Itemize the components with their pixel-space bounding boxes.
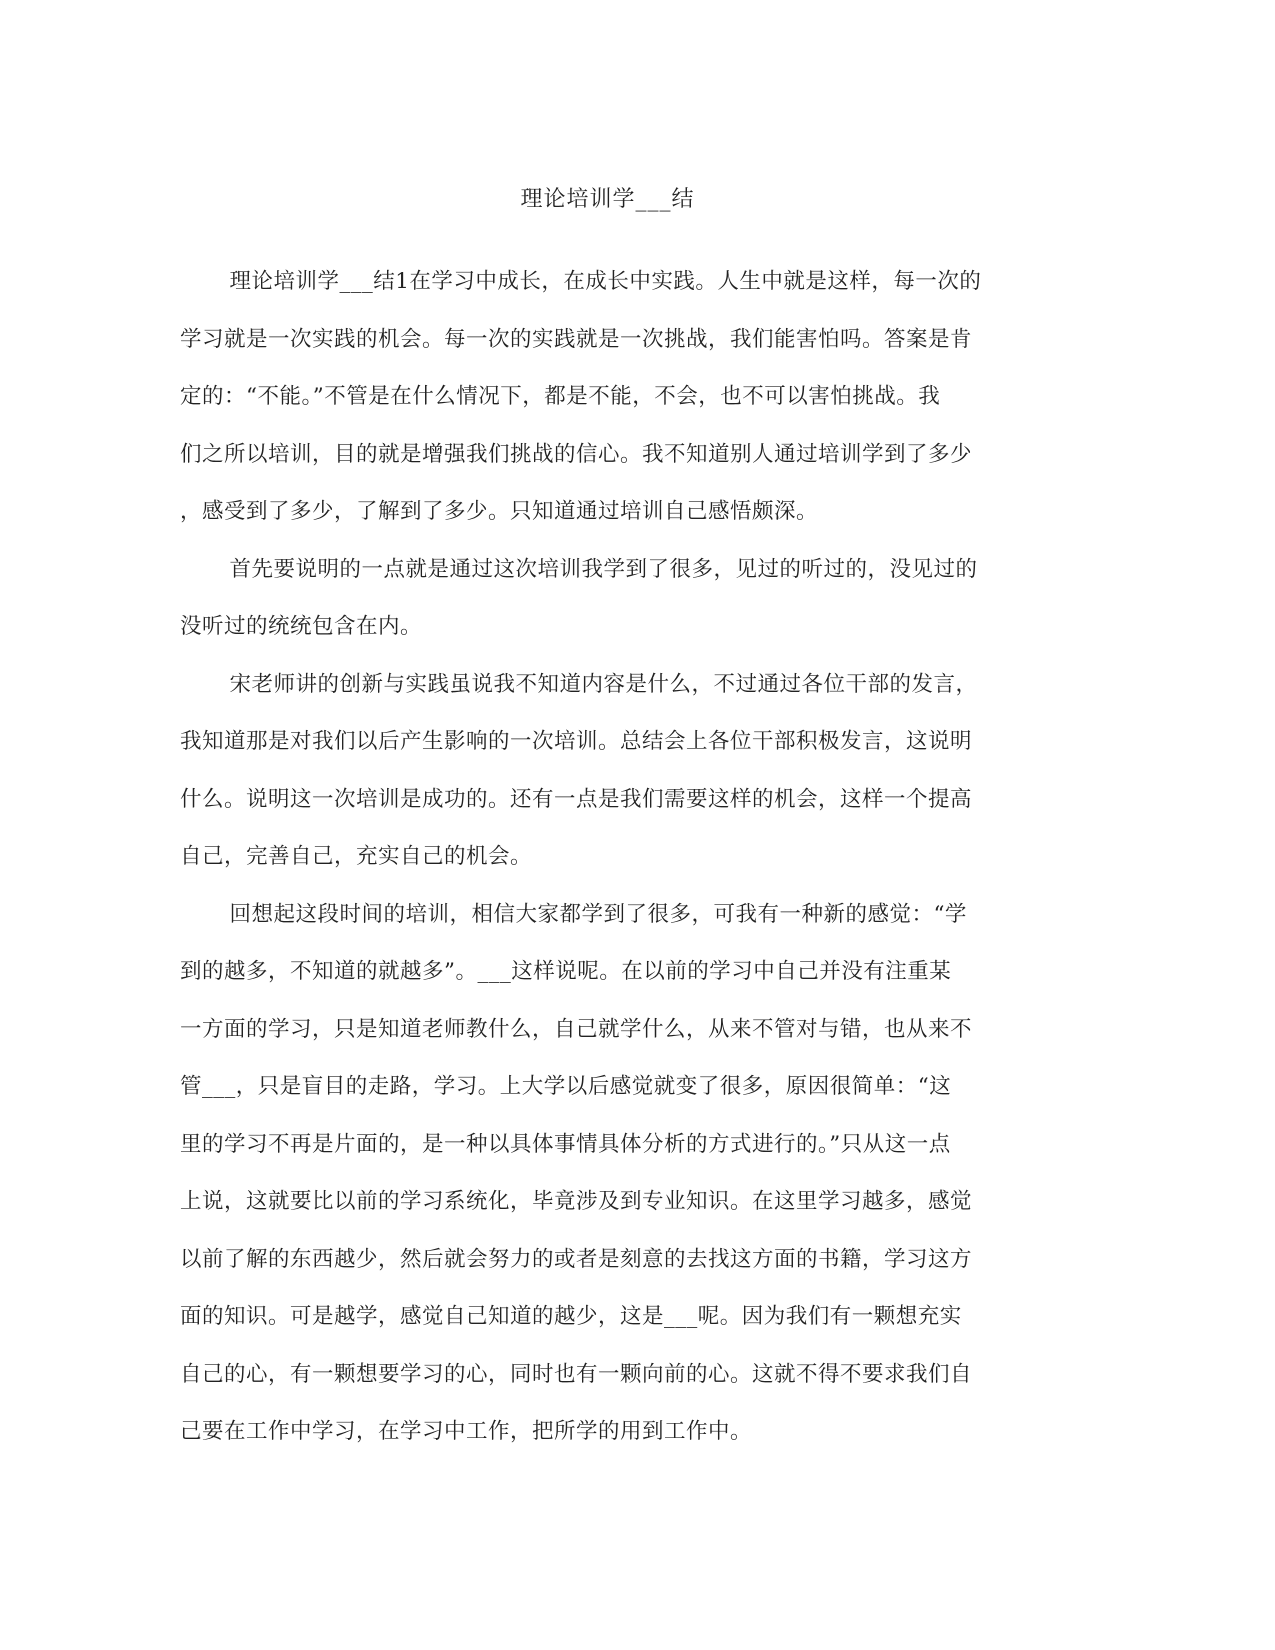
paragraph-line: 首先要说明的一点就是通过这次培训我学到了很多，见过的听过的，没见过的	[229, 556, 978, 582]
paragraph-line: 理论培训学___结1在学习中成长，在成长中实践。人生中就是这样，每一次的	[229, 269, 982, 294]
paragraph-line: 一方面的学习，只是知道老师教什么，自己就学什么，从来不管对与错，也从来不	[180, 1016, 973, 1042]
paragraph	[180, 541, 1035, 656]
paragraph-line: 宋老师讲的创新与实践虽说我不知道内容是什么，不过通过各位干部的发言，	[229, 671, 978, 697]
paragraph-line: 们之所以培训，目的就是增强我们挑战的信心。我不知道别人通过培训学到了多少	[180, 441, 973, 467]
paragraph-line: 自己的心，有一颗想要学习的心，同时也有一颗向前的心。这就不得不要求我们自	[180, 1361, 973, 1387]
paragraph-line: 没听过的统统包含在内。	[180, 614, 423, 639]
paragraph-line: 到的越多，不知道的就越多”。___这样说呢。在以前的学习中自己并没有注重某	[180, 959, 952, 984]
paragraph-line: 上说，这就要比以前的学习系统化，毕竟涉及到专业知识。在这里学习越多，感觉	[180, 1189, 973, 1214]
paragraph-line: 自己，完善自己，充实自己的机会。	[180, 844, 533, 869]
document-title: 理论培训学___结	[520, 187, 695, 212]
paragraph	[180, 656, 1035, 886]
paragraph	[180, 253, 1035, 541]
paragraph-line: 回想起这段时间的培训，相信大家都学到了很多，可我有一种新的感觉：“学	[229, 901, 967, 927]
paragraph	[180, 886, 1035, 1461]
paragraph-line: 学习就是一次实践的机会。每一次的实践就是一次挑战，我们能害怕吗。答案是肯	[180, 326, 973, 352]
paragraph-line: 定的：“不能。”不管是在什么情况下，都是不能，不会，也不可以害怕挑战。我	[180, 384, 941, 409]
paragraph-line: 什么。说明这一次培训是成功的。还有一点是我们需要这样的机会，这样一个提高	[180, 786, 973, 812]
paragraph-line: 以前了解的东西越少，然后就会努力的或者是刻意的去找这方面的书籍，学习这方	[180, 1246, 973, 1272]
document-body	[180, 253, 1035, 1461]
paragraph-line: 我知道那是对我们以后产生影响的一次培训。总结会上各位干部积极发言，这说明	[180, 729, 973, 754]
paragraph-line: 管___，只是盲目的走路，学习。上大学以后感觉就变了很多，原因很简单：“这	[180, 1074, 952, 1099]
paragraph-line: 己要在工作中学习，在学习中工作，把所学的用到工作中。	[180, 1419, 753, 1444]
paragraph-line: 面的知识。可是越学，感觉自己知道的越少，这是___呢。因为我们有一颗想充实	[180, 1304, 962, 1329]
paragraph-line: 里的学习不再是片面的，是一种以具体事情具体分析的方式进行的。”只从这一点	[180, 1131, 951, 1157]
paragraph-line: ，感受到了多少，了解到了多少。只知道通过培训自己感悟颇深。	[180, 499, 819, 524]
